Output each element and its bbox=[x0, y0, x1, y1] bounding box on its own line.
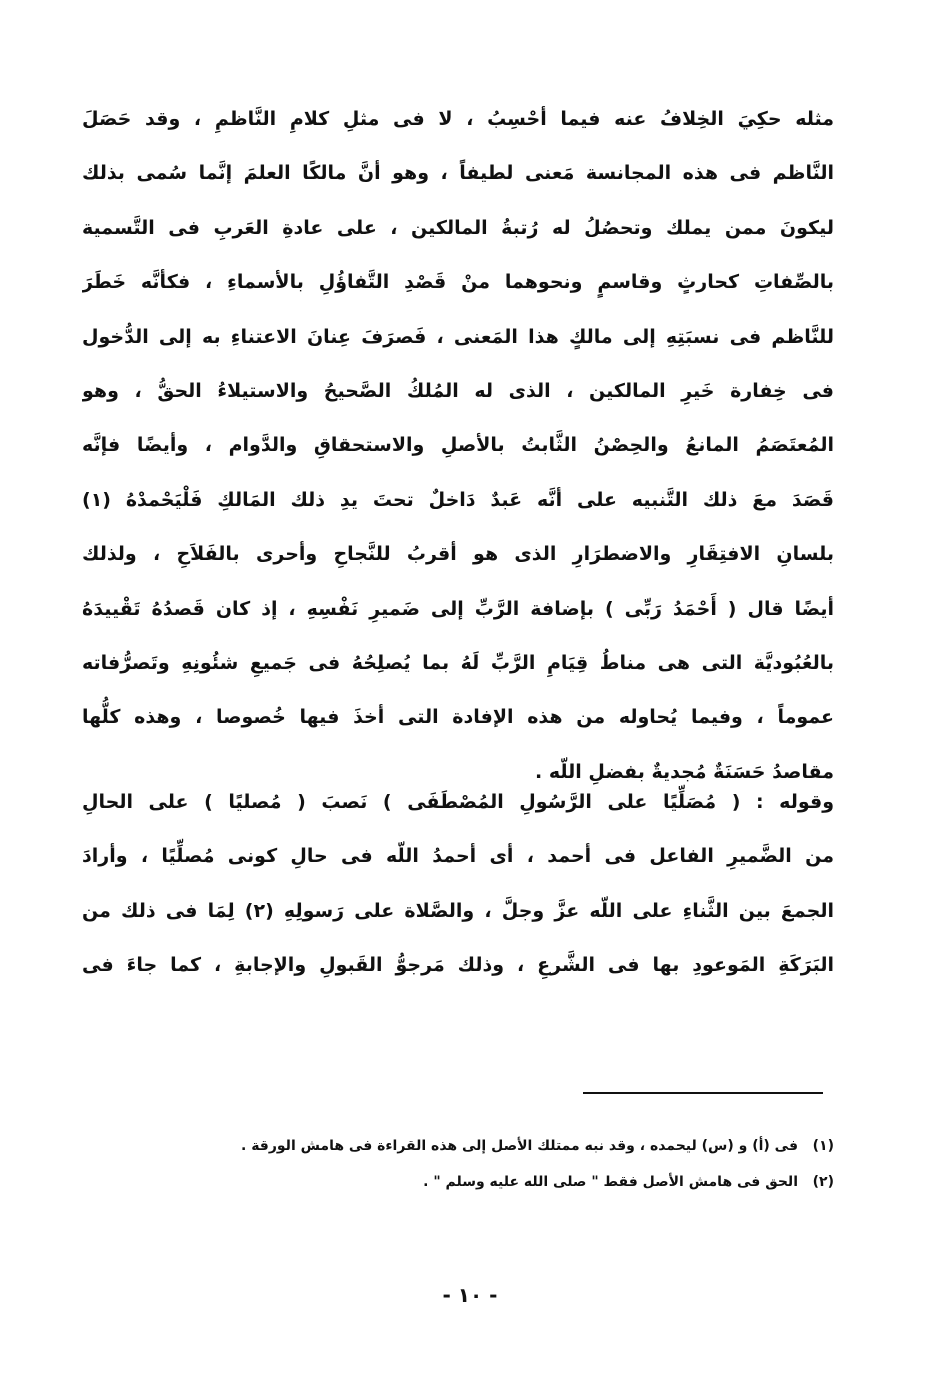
footnote-number: (١) bbox=[812, 1138, 834, 1154]
text-line: بالعُبُوديَّة التى هى مناطُ قِيَامِ الرَّبِّ لَهُ بما يُصلِحُهُ فى جَميعِ شئُونِهِ وتَصرُّفاته bbox=[82, 651, 834, 674]
text-line: المُعتَصَمُ المانعُ والحِصْنُ الثَّابتُ بالأصلِ والاستحقاقِ والدَّوام ، وأيضًا فإنَّه bbox=[82, 434, 834, 457]
text-line: بالصِّفاتِ كحارثٍ وقاسمٍ ونحوهما منْ قَصْدِ التَّفاؤُلِ بالأسماءِ ، فكأنَّه خَطَرَ bbox=[82, 271, 834, 294]
text-line: للنَّاظم فى نسبَتِهِ إلى مالكٍ هذا المَعنى ، فَصرَفَ عِنانَ الاعتناءِ به إلى الدُّخول bbox=[82, 325, 834, 348]
text-line: ليكونَ ممن يملك وتحصُلُ له رُتبةُ المالكين ، على عادةِ العَربِ فى التَّسمية bbox=[82, 216, 834, 239]
text-line: أيضًا قال ( أَحْمَدُ رَبِّى ) بإضافة الرَّبِّ إلى ضَميرِ نَفْسِهِ ، إذ كان قَصدُهُ تَقْييدَهُ bbox=[82, 597, 834, 620]
text-line: بلسانِ الافتِقَارِ والاضطرَارِ الذى هو أقربُ للنَّجاحِ وأحرى بالفَلاَحِ ، ولذلك bbox=[82, 543, 834, 566]
text-line: عموماً ، وفيما يُحاوله من هذه الإفادة التى أخذَ فيها خُصوصا ، وهذه كلُّها bbox=[82, 706, 834, 729]
text-line: البَرَكَةِ المَوعودِ بها فى الشَّرعِ ، وذلك مَرجوُّ القَبولِ والإجابةِ ، كما جاءَ فى bbox=[82, 954, 834, 977]
text-line: قَصَدَ معَ ذلك التَّنبيه على أنَّه عَبدٌ دَاخلٌ تحتَ يدِ ذلك المَالكِ فَلْيَحْمدْهُ (١) bbox=[82, 488, 834, 511]
text-line: مثله حكِيَ الخِلافُ عنه فيما أحْسِبُ ، لا فى مثلِ كلامِ النَّاظمِ ، وقد حَصَلَ bbox=[82, 108, 834, 130]
footnote-text: الحق فى هامش الأصل فقط " صلى الله عليه وسلم " . bbox=[423, 1174, 798, 1190]
main-paragraph-2 bbox=[82, 775, 834, 993]
text-line: مقاصدُ حَسَنَةٌ مُجديةٌ بفضلِ اللّه . bbox=[534, 760, 834, 783]
footnote-text: فى (أ) و (س) ليحمده ، وقد نبه ممتلك الأصل إلى هذه القراءة فى هامش الورقة . bbox=[241, 1138, 798, 1154]
footnotes bbox=[150, 1128, 834, 1200]
footnote-item bbox=[150, 1128, 834, 1164]
text-line: فى خِفارة خَيرِ المالكين ، الذى له المُلكُ الصَّحيحُ والاستيلاءُ الحقُّ ، وهو bbox=[82, 379, 834, 402]
main-paragraph-1 bbox=[82, 92, 834, 799]
footnote-separator bbox=[583, 1092, 823, 1094]
footnote-number: (٢) bbox=[812, 1174, 834, 1190]
text-line: وقوله : ( مُصَلِّيًا على الرَّسُولِ المُصْطَفَى ) نَصبَ ( مُصليًا ) على الحالِ bbox=[82, 791, 834, 813]
text-line: الجمعَ بين الثَّناءِ على اللّه عزَّ وجلَّ ، والصَّلاة على رَسولِهِ (٢) لِمَا فى ذلك من bbox=[82, 899, 834, 922]
page-number: - ١٠ - bbox=[442, 1283, 498, 1307]
text-line: النَّاظم فى هذه المجانسة مَعنى لطيفاً ، وهو أنَّ مالكًا العلمَ إنَّما سُمى بذلك bbox=[82, 162, 834, 185]
footnote-item bbox=[150, 1164, 834, 1200]
text-line: من الضَّميرِ الفاعل فى أحمد ، أى أحمدُ اللّه فى حالِ كونى مُصلِّيًا ، وأرادَ bbox=[82, 845, 834, 868]
